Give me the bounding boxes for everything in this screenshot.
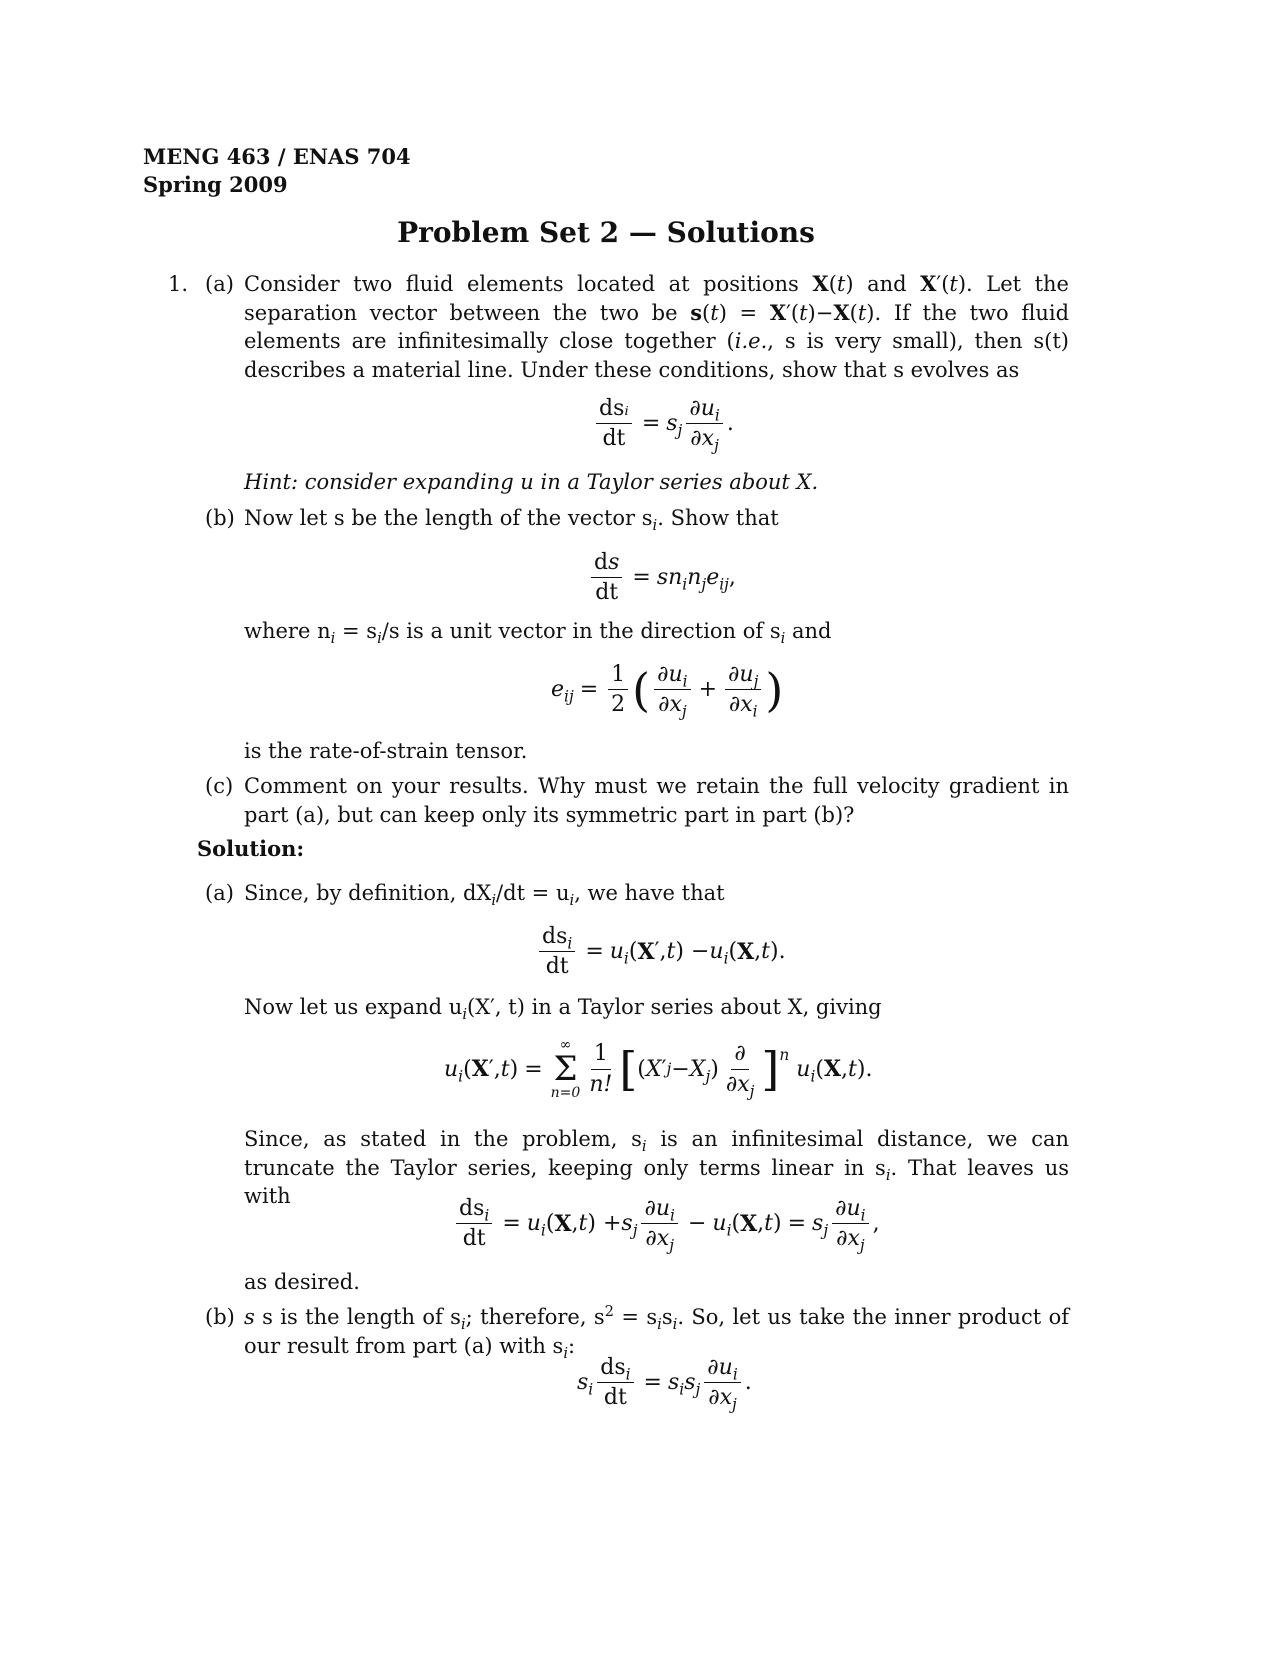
equation-separation-velocity: $\frac{ds_i}{dt}$ = $u_i$ ( X ′, t ) − $u_i$ ( X , t ).	[535, 924, 786, 980]
part-b-label: (b)	[205, 506, 235, 530]
part-c-label: (c)	[205, 774, 234, 798]
part-b-unit-vector-text: where $n_i = s_i/s$ is a unit vector in the direction of $s_i$ and	[244, 619, 832, 648]
equation-inner-product: $s_i$ $\frac{ds_i}{dt}$ = $s_is_j$ $\frac{\partial u_i}{\partial x_j}$ .	[577, 1355, 752, 1414]
part-a-label: (a)	[205, 272, 234, 296]
solution-a-truncate-text: Since, as stated in the problem, $s_i$ is an infinitesimal distance, we can truncate the Taylor series, keeping only terms linear in $s_i$. That leaves us with	[244, 1127, 1069, 1208]
equation-truncated-result: $\frac{ds_i}{dt}$ = $u_i$ ( X , t ) + $s_j$ $\frac{\partial u_i}{\partial x_j}$ − $u_i$ ( X , t ) = $s_j$ $\frac{\partial u_i}{\partial x_j}$ ,	[452, 1196, 880, 1252]
solution-a-label: (a)	[205, 881, 234, 905]
part-b-statement: Now let s be the length of the vector $s_i$. Show that	[244, 506, 779, 535]
solution-b-label: (b)	[205, 1305, 235, 1329]
solution-a-taylor-intro: Now let us expand $u_i(X'$, t) in a Taylor series about X, giving	[244, 995, 882, 1024]
equation-length-rate: $\frac{ds}{dt}$ = $sn_in_je_{ij}$ ,	[587, 550, 736, 606]
solution-b-text: s s is the length of $s_i$; therefore, $s^2 = s_is_i$. So, let us take the inner product of our result from part (a) with $s_i$:	[244, 1303, 1069, 1362]
part-b-tensor-text: is the rate-of-strain tensor.	[244, 739, 528, 763]
part-a-hint: Hint: consider expanding u in a Taylor series about X.	[244, 470, 819, 494]
solution-a-conclusion: as desired.	[244, 1270, 360, 1294]
solution-a-intro: Since, by definition, $dX_i/dt = u_i$, we have that	[244, 881, 725, 910]
problem-number: 1.	[168, 272, 189, 296]
equation-taylor-series: $u_i$ ( X ′, t ) = ∞ Σ n=0 $\frac{1}{n!}$ [ ( X ′ j − $X_j$ ) $\frac{\partial}{\partial x_j}$ ] $^n$ $u_i$ ( X , t ).	[444, 1037, 873, 1101]
course-code: MENG 463 / ENAS 704	[143, 144, 411, 169]
solution-heading: Solution:	[197, 836, 305, 861]
equation-material-line: $\frac{\text{dsᵢ}}{dt}$ = $s_j$ $\frac{\partial u_i}{\partial x_j}$ .	[592, 396, 734, 452]
term: Spring 2009	[143, 172, 288, 197]
part-a-statement: Consider two fluid elements located at positions X(t) and X′(t). Let the separation vector between the two be s(t) = X′(t)−X(t). If the two fluid elements are infinitesimally close together (i.e., s is very small), then s(t) describes a material line. Under these conditions, show that s evolves as	[244, 271, 1070, 382]
equation-strain-rate-tensor: $e_{ij}$ = $\frac{1}{2}$ ( $\frac{\partial u_i}{\partial x_j}$ + $\frac{\partial u_j}{\partial x_i}$ )	[551, 662, 784, 721]
part-c-statement: Comment on your results. Why must we retain the full velocity gradient in part (a), but can keep only its symmetric part in part (b)?	[244, 774, 1069, 827]
page-title: Problem Set 2 — Solutions	[397, 216, 815, 249]
